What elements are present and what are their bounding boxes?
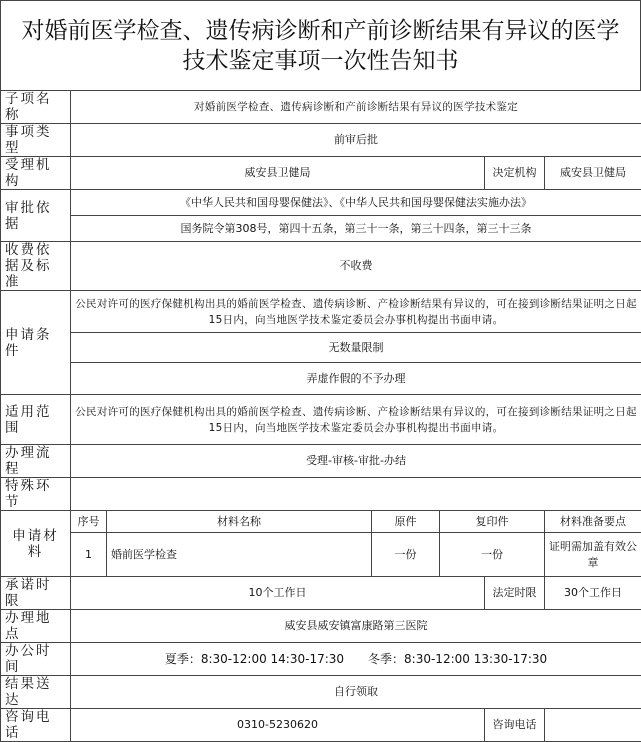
row-location (1, 610, 641, 643)
material-original: 一份 (372, 533, 440, 577)
material-copy: 一份 (440, 533, 545, 577)
location-value: 威安县威安镇富康路第三医院 (71, 610, 641, 643)
row-process (1, 445, 641, 478)
material-note: 证明需加盖有效公章 (545, 533, 641, 577)
table-row (1, 533, 641, 577)
legal-limit-value: 30个工作日 (545, 577, 641, 610)
row-accept-org (1, 157, 641, 190)
complaint-value (545, 709, 641, 742)
scope-label: 适用范围 (1, 395, 71, 445)
row-conditions-2 (1, 333, 641, 363)
basis-line-1: 《中华人民共和国母婴保健法》、《中华人民共和国母婴保健法实施办法》 (71, 190, 641, 216)
special-value (71, 478, 641, 511)
delivery-label: 结果送达 (1, 676, 71, 709)
title-line-2: 技术鉴定事项一次性告知书 (182, 47, 459, 74)
info-table (0, 90, 641, 742)
conditions-line-3: 弄虚作假的不予办理 (71, 363, 641, 395)
decide-org-value: 威安县卫健局 (545, 157, 641, 190)
row-hours (1, 643, 641, 676)
row-special (1, 478, 641, 511)
phone-value: 0310-5230620 (71, 709, 485, 742)
special-label: 特殊环节 (1, 478, 71, 511)
phone-label: 咨询电话 (1, 709, 71, 742)
row-time-limit (1, 577, 641, 610)
row-phone (1, 709, 641, 742)
conditions-line-2: 无数量限制 (71, 333, 641, 363)
sub-item-label: 子项名称 (1, 91, 71, 124)
row-item-type (1, 124, 641, 157)
location-label: 办理地点 (1, 610, 71, 643)
material-no: 1 (71, 533, 107, 577)
sub-item-value: 对婚前医学检查、遗传病诊断和产前诊断结果有异议的医学技术鉴定 (71, 91, 641, 124)
row-conditions-3 (1, 363, 641, 395)
row-fee (1, 242, 641, 291)
row-basis-2 (1, 216, 641, 242)
conditions-line-1: 公民对许可的医疗保健机构出具的婚前医学检查、遗传病诊断、产检诊断结果有异议的，可在接到诊断结果证明之日起15日内，向当地医学技术鉴定委员会办事机构提出书面申请。 (71, 291, 641, 333)
complaint-label: 咨询电话 (485, 709, 545, 742)
row-materials-header (1, 511, 641, 533)
fee-label: 收费依据及标准 (1, 242, 71, 291)
materials-header-no: 序号 (71, 511, 107, 533)
row-delivery (1, 676, 641, 709)
basis-label: 审批依据 (1, 190, 71, 242)
fee-value: 不收费 (71, 242, 641, 291)
time-limit-label: 承诺时限 (1, 577, 71, 610)
material-name: 婚前医学检查 (107, 533, 372, 577)
row-basis-1 (1, 190, 641, 216)
legal-limit-label: 法定时限 (485, 577, 545, 610)
item-type-label: 事项类型 (1, 124, 71, 157)
process-label: 办理流程 (1, 445, 71, 478)
accept-org-value: 威安县卫健局 (71, 157, 485, 190)
row-sub-item (1, 91, 641, 124)
conditions-label: 申请条件 (1, 291, 71, 395)
materials-header-note: 材料准备要点 (545, 511, 641, 533)
materials-label: 申请材料 (1, 511, 71, 577)
accept-org-label: 受理机构 (1, 157, 71, 190)
materials-header-name: 材料名称 (107, 511, 372, 533)
materials-header-original: 原件 (372, 511, 440, 533)
process-value: 受理-审核-审批-办结 (71, 445, 641, 478)
title-line-1: 对婚前医学检查、遗传病诊断和产前诊断结果有异议的医学 (21, 17, 620, 44)
scope-value: 公民对许可的医疗保健机构出具的婚前医学检查、遗传病诊断、产检诊断结果有异议的，可在接到诊断结果证明之日起15日内，向当地医学技术鉴定委员会办事机构提出书面申请。 (71, 395, 641, 445)
decide-org-label: 决定机构 (485, 157, 545, 190)
hours-value: 夏季：8:30-12:00 14:30-17:30 冬季：8:30-12:00 13:30-17:30 (71, 643, 641, 676)
row-scope (1, 395, 641, 445)
row-conditions-1 (1, 291, 641, 333)
hours-label: 办公时间 (1, 643, 71, 676)
item-type-value: 前审后批 (71, 124, 641, 157)
time-limit-value: 10个工作日 (71, 577, 485, 610)
delivery-value: 自行领取 (71, 676, 641, 709)
document-title (0, 0, 641, 90)
basis-line-2: 国务院令第308号，第四十五条，第三十一条，第三十四条，第三十三条 (71, 216, 641, 242)
materials-header-copy: 复印件 (440, 511, 545, 533)
